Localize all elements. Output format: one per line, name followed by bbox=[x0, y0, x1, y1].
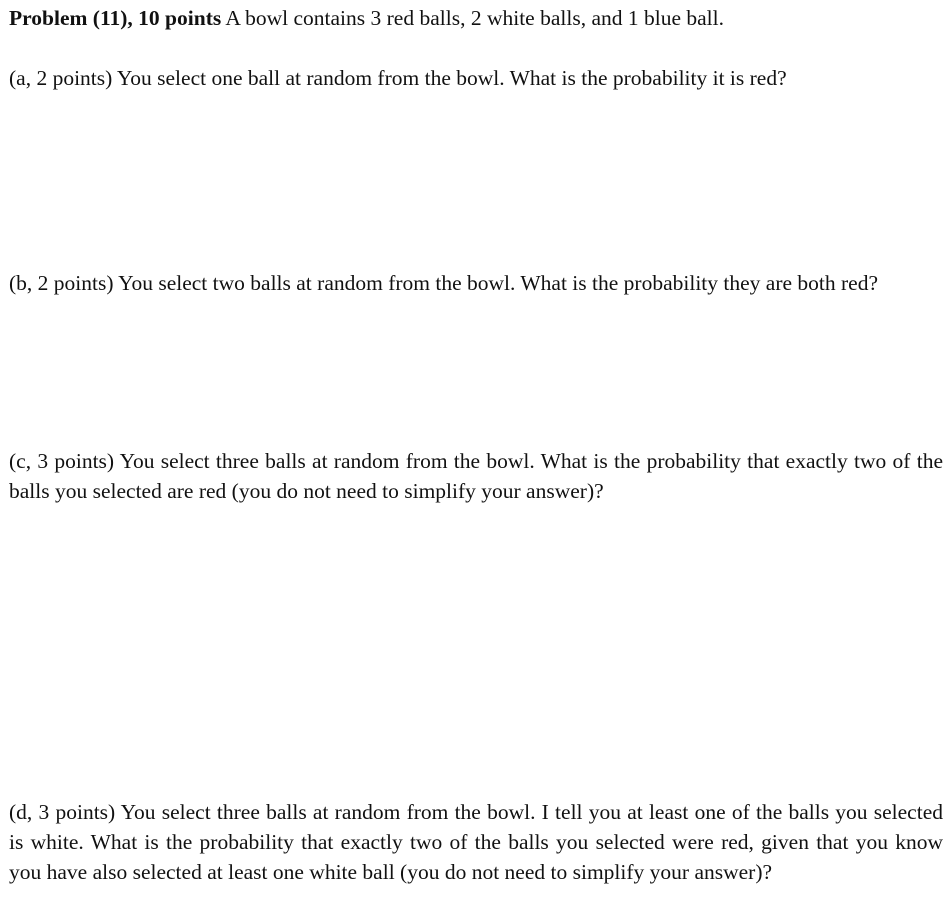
part-c-text: You select three balls at random from the bowl. What is the probability that exactly two of the balls you selected are red (you do not need to simplify your answer)? bbox=[9, 449, 943, 503]
problem-header bbox=[9, 3, 943, 33]
part-b-label: (b, 2 points) bbox=[9, 271, 114, 295]
part-d-text: You select three balls at random from the bowl. I tell you at least one of the balls you selected is white. What is the probability that exactly two of the balls you selected were red, given that you know you have also selected at least one white ball (you do not need to simplify your answer)? bbox=[9, 800, 943, 884]
problem-heading: Problem (11), 10 points bbox=[9, 6, 222, 30]
part-d-label: (d, 3 points) bbox=[9, 800, 116, 824]
part-c-label: (c, 3 points) bbox=[9, 449, 115, 473]
part-b-text: You select two balls at random from the bowl. What is the probability they are both red? bbox=[113, 271, 878, 295]
part-a bbox=[9, 63, 943, 93]
problem-intro: A bowl contains 3 red balls, 2 white balls, and 1 blue ball. bbox=[221, 6, 725, 30]
part-d bbox=[9, 797, 943, 887]
part-a-label: (a, 2 points) bbox=[9, 66, 113, 90]
part-b bbox=[9, 268, 943, 298]
part-c bbox=[9, 446, 943, 506]
part-a-text: You select one ball at random from the bowl. What is the probability it is red? bbox=[112, 66, 787, 90]
